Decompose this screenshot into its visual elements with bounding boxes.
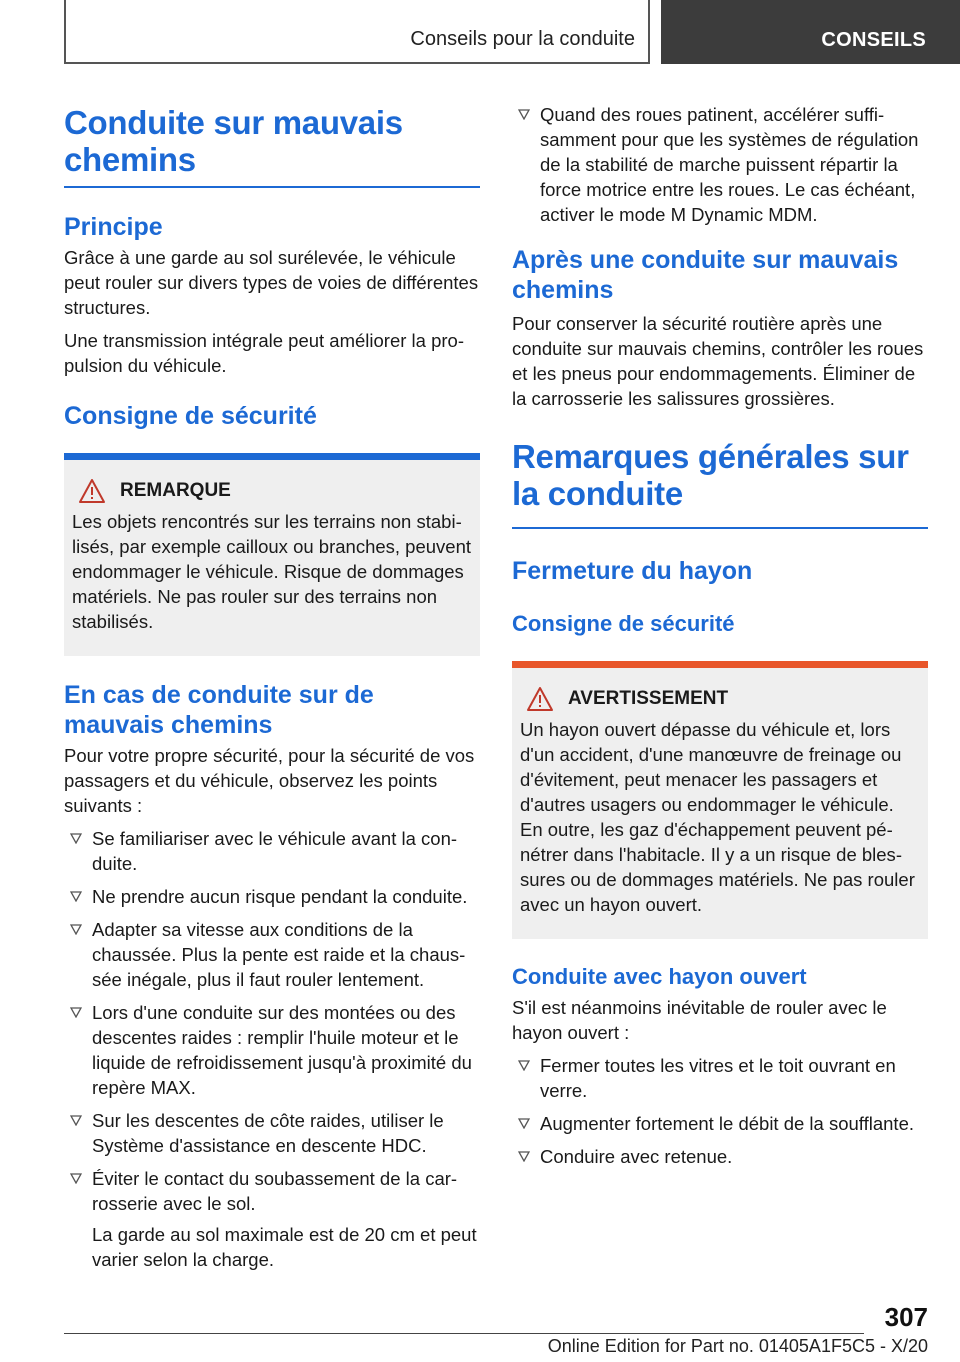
footer-rule	[64, 1333, 864, 1334]
open-hatch-list	[512, 1053, 928, 1169]
triangle-bullet-icon	[70, 1173, 82, 1184]
triangle-bullet-icon	[70, 891, 82, 902]
note-title-row	[72, 478, 472, 504]
open-hatch-intro: S'il est néanmoins inévitable de rouler avec le hayon ouvert :	[512, 997, 887, 1043]
header-section-title: Conseils pour la conduite	[410, 28, 635, 50]
heading-bad-roads: En cas de conduite sur de mauvais chemins	[64, 681, 374, 739]
warning-text: Un hayon ouvert dépasse du véhicule et, lors d'un accident, d'une manœuvre de freinage ou d'évitement, peut menacer les passagers et d'autres usagers ou endommager le véhicule. En outre, les gaz d'échappement peuvent pénétrer dans l'habitacle. Il y a un risque de blessures ou de dommages matériels. Ne pas rouler avec un hayon ouvert.	[520, 719, 915, 915]
page-number: 307	[884, 1302, 928, 1332]
ground-clearance-note: La garde au sol maximale est de 20 cm et peut varier selon la charge.	[92, 1224, 477, 1270]
triangle-bullet-icon	[70, 1115, 82, 1126]
heading-principe: Principe	[64, 213, 163, 241]
bad-roads-list	[64, 826, 480, 1216]
list-item: Quand des roues patinent, accélérer suffisamment pour que les systèmes de régulation de la stabilité de marche puissent répartir la force motrice entre les roues. Le cas échéant, activer le mode M Dynamic MDM.	[512, 102, 928, 227]
heading-hatch-safety: Consigne de sécurité	[512, 611, 735, 636]
triangle-bullet-icon	[518, 109, 530, 120]
list-item: Adapter sa vitesse aux conditions de la chaussée. Plus la pente est raide et la chaussée inégale, plus il faut rouler lentement.	[64, 917, 480, 992]
list-item: Éviter le contact du soubassement de la carrosserie avec le sol.	[64, 1166, 480, 1216]
list-item: Ne prendre aucun risque pendant la conduite.	[64, 884, 480, 909]
list-item: Lors d'une conduite sur des montées ou des descentes raides : remplir l'huile moteur et le liquide de refroidissement jusqu'à proximité du repère MAX.	[64, 1000, 480, 1100]
heading-hatch: Fermeture du hayon	[512, 557, 753, 585]
footer-edition: Online Edition for Part no. 01405A1F5C5 - X/20	[547, 1336, 928, 1356]
note-title: REMARQUE	[120, 480, 231, 501]
warning-title: AVERTISSEMENT	[568, 688, 729, 709]
triangle-bullet-icon	[518, 1060, 530, 1071]
triangle-bullet-icon	[70, 833, 82, 844]
note-bar	[64, 453, 480, 460]
triangle-bullet-icon	[70, 1007, 82, 1018]
triangle-bullet-icon	[518, 1118, 530, 1129]
warning-title-row	[520, 686, 920, 712]
warning-triangle-icon	[78, 478, 106, 504]
heading-safety: Consigne de sécurité	[64, 402, 317, 430]
principe-paragraph-1: Grâce à une garde au sol surélevée, le véhicule peut rouler sur divers types de voies de différentes structures.	[64, 247, 479, 318]
list-item: Fermer toutes les vitres et le toit ouvrant en verre.	[512, 1053, 928, 1103]
heading-open-hatch: Conduite avec hayon ouvert	[512, 964, 807, 989]
header-tab-label: CONSEILS	[821, 29, 926, 51]
avertissement-note	[512, 661, 928, 939]
triangle-bullet-icon	[70, 924, 82, 935]
list-item: Sur les descentes de côte raides, utiliser le Système d'assistance en descente HDC.	[64, 1108, 480, 1158]
section-title-general: Remarques générales sur la conduite	[512, 438, 909, 512]
left-column	[64, 100, 480, 1272]
principe-paragraph-2: Une transmission intégrale peut améliorer la propulsion du véhicule.	[64, 330, 465, 376]
list-item: Conduire avec retenue.	[512, 1144, 928, 1169]
continued-list	[512, 102, 928, 227]
general-rule	[512, 527, 928, 529]
triangle-bullet-icon	[518, 1151, 530, 1162]
note-text: Les objets rencontrés sur les terrains non stabilisés, par exemple cailloux ou branches, peuvent endommager le véhicule. Risque de dommages matériels. Ne pas rouler sur des terrains non stabilisés.	[72, 511, 472, 632]
warning-triangle-icon	[526, 686, 554, 712]
warning-bar	[512, 661, 928, 668]
remarque-note	[64, 453, 480, 656]
warning-body	[512, 668, 928, 939]
list-item: Se familiariser avec le véhicule avant la conduite.	[64, 826, 480, 876]
right-column	[512, 100, 928, 1177]
after-paragraph: Pour conserver la sécurité routière après une conduite sur mauvais chemins, contrôler les roues et les pneus pour endommagements. Éliminer de la carrosserie les salissures grossières.	[512, 313, 924, 409]
note-body	[64, 460, 480, 656]
title-rule	[64, 186, 480, 188]
list-item: Augmenter fortement le débit de la soufflante.	[512, 1111, 928, 1136]
bad-roads-intro: Pour votre propre sécurité, pour la sécurité de vos passagers et du véhicule, observez les points suivants :	[64, 745, 475, 816]
heading-after: Après une conduite sur mauvais chemins	[512, 246, 899, 304]
page-title: Conduite sur mauvais chemins	[64, 104, 403, 178]
